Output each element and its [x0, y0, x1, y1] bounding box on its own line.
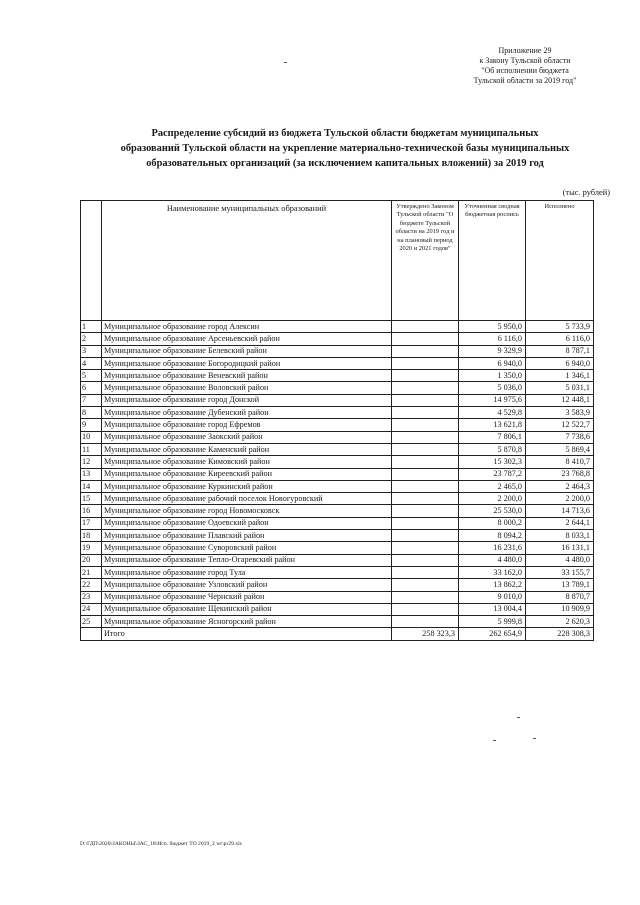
table-row [81, 530, 594, 542]
row-name: Муниципальное образование Чернский район [102, 591, 392, 603]
row-index: 2 [81, 333, 102, 345]
row-executed: 8 870,7 [526, 591, 594, 603]
row-executed: 13 789,1 [526, 579, 594, 591]
row-approved [392, 579, 459, 591]
row-name: Муниципальное образование Богородицкий район [102, 357, 392, 369]
row-index: 25 [81, 616, 102, 628]
row-approved [392, 542, 459, 554]
row-executed: 2 620,3 [526, 616, 594, 628]
row-approved [392, 407, 459, 419]
header-refined: Уточненная сводная бюджетная роспись [459, 201, 526, 321]
row-name: Муниципальное образование Каменский район [102, 443, 392, 455]
row-executed: 4 480,0 [526, 554, 594, 566]
row-approved [392, 357, 459, 369]
header-index [81, 201, 102, 321]
row-index: 24 [81, 603, 102, 615]
table-row [81, 394, 594, 406]
row-approved [392, 456, 459, 468]
total-executed: 228 308,3 [526, 628, 594, 640]
row-executed: 14 713,6 [526, 505, 594, 517]
row-executed: 16 131,1 [526, 542, 594, 554]
table-row [81, 333, 594, 345]
row-approved [392, 480, 459, 492]
row-index: 10 [81, 431, 102, 443]
row-index: 9 [81, 419, 102, 431]
table-row [81, 505, 594, 517]
row-refined: 5 036,0 [459, 382, 526, 394]
table-row [81, 357, 594, 369]
row-approved [392, 321, 459, 333]
row-index: 22 [81, 579, 102, 591]
row-refined: 25 530,0 [459, 505, 526, 517]
row-executed: 8 033,1 [526, 530, 594, 542]
row-executed: 5 031,1 [526, 382, 594, 394]
row-name: Муниципальное образование город Алексин [102, 321, 392, 333]
row-index: 5 [81, 370, 102, 382]
row-index: 11 [81, 443, 102, 455]
row-approved [392, 616, 459, 628]
row-index: 18 [81, 530, 102, 542]
row-executed: 12 522,7 [526, 419, 594, 431]
table-row [81, 456, 594, 468]
row-executed: 33 155,7 [526, 566, 594, 578]
row-approved [392, 468, 459, 480]
row-name: Муниципальное образование Киреевский район [102, 468, 392, 480]
scan-mark [493, 740, 496, 741]
row-approved [392, 431, 459, 443]
row-approved [392, 394, 459, 406]
row-executed: 1 346,1 [526, 370, 594, 382]
table-row [81, 468, 594, 480]
row-refined: 15 302,3 [459, 456, 526, 468]
row-approved [392, 554, 459, 566]
row-refined: 9 010,0 [459, 591, 526, 603]
row-name: Муниципальное образование город Ефремов [102, 419, 392, 431]
row-index: 1 [81, 321, 102, 333]
table-row [81, 616, 594, 628]
row-name: Муниципальное образование Белевский район [102, 345, 392, 357]
row-name: Муниципальное образование Щекинский район [102, 603, 392, 615]
row-executed: 5 733,9 [526, 321, 594, 333]
row-index: 3 [81, 345, 102, 357]
appendix-line: Тульской области за 2019 год" [473, 76, 577, 85]
row-name: Муниципальное образование Куркинский район [102, 480, 392, 492]
table-row [81, 566, 594, 578]
row-approved [392, 443, 459, 455]
row-executed: 8 787,1 [526, 345, 594, 357]
table-row [81, 542, 594, 554]
row-approved [392, 530, 459, 542]
table-row [81, 419, 594, 431]
row-executed: 23 768,8 [526, 468, 594, 480]
row-index: 13 [81, 468, 102, 480]
header-name: Наименование муниципальных образований [102, 201, 392, 321]
row-name: Муниципальное образование Кимовский район [102, 456, 392, 468]
row-name: Муниципальное образование Узловский район [102, 579, 392, 591]
row-name: Муниципальное образование город Донской [102, 394, 392, 406]
row-executed: 5 869,4 [526, 443, 594, 455]
total-approved: 258 323,3 [392, 628, 459, 640]
appendix-line: "Об исполнении бюджета [481, 66, 569, 75]
row-refined: 16 231,6 [459, 542, 526, 554]
subsidy-table [80, 200, 594, 641]
header-executed: Исполнено [526, 201, 594, 321]
row-name: Муниципальное образование Заокский район [102, 431, 392, 443]
row-refined: 8 094,2 [459, 530, 526, 542]
table-row [81, 579, 594, 591]
total-row [81, 628, 594, 640]
appendix-line: к Закону Тульской области [479, 56, 571, 65]
row-refined: 4 480,0 [459, 554, 526, 566]
row-executed: 2 200,0 [526, 493, 594, 505]
row-refined: 2 200,0 [459, 493, 526, 505]
row-name: Муниципальное образование Суворовский район [102, 542, 392, 554]
row-refined: 33 162,0 [459, 566, 526, 578]
row-index: 23 [81, 591, 102, 603]
row-refined: 1 350,0 [459, 370, 526, 382]
header-approved: Утверждено Законом Тульской области "О бюджете Тульской области на 2019 год и на плановый период 2020 и 2021 годов" [392, 201, 459, 321]
row-refined: 5 870,8 [459, 443, 526, 455]
row-name: Муниципальное образование Тепло-Огаревский район [102, 554, 392, 566]
row-name: Муниципальное образование рабочий поселок Новогуровский [102, 493, 392, 505]
row-approved [392, 333, 459, 345]
row-refined: 9 329,9 [459, 345, 526, 357]
row-approved [392, 603, 459, 615]
row-approved [392, 505, 459, 517]
row-refined: 5 950,0 [459, 321, 526, 333]
row-name: Муниципальное образование Плавский район [102, 530, 392, 542]
row-executed: 7 738,6 [526, 431, 594, 443]
row-executed: 12 448,1 [526, 394, 594, 406]
file-path-footer: D:\ГДП\2020\ЗАКОНЫ\ЗАС_18\Исп. бюджет ТО 2019_2 wr\pr29.xls [80, 841, 242, 847]
row-executed: 6 940,0 [526, 357, 594, 369]
title-line: Распределение субсидий из бюджета Тульской области бюджетам муниципальных [151, 128, 539, 139]
row-refined: 13 862,2 [459, 579, 526, 591]
row-index: 4 [81, 357, 102, 369]
table-row [81, 517, 594, 529]
table-row [81, 321, 594, 333]
row-name: Муниципальное образование Арсеньевский район [102, 333, 392, 345]
row-index: 14 [81, 480, 102, 492]
table-header-row [81, 201, 594, 321]
table-row [81, 493, 594, 505]
appendix-note [440, 46, 610, 86]
row-index: 12 [81, 456, 102, 468]
row-executed: 2 644,1 [526, 517, 594, 529]
row-name: Муниципальное образование город Тула [102, 566, 392, 578]
table-row [81, 370, 594, 382]
row-index: 21 [81, 566, 102, 578]
row-refined: 23 787,2 [459, 468, 526, 480]
table-row [81, 407, 594, 419]
row-refined: 8 000,2 [459, 517, 526, 529]
row-index: 15 [81, 493, 102, 505]
row-approved [392, 517, 459, 529]
total-index [81, 628, 102, 640]
row-index: 16 [81, 505, 102, 517]
row-approved [392, 493, 459, 505]
row-refined: 6 116,0 [459, 333, 526, 345]
row-index: 6 [81, 382, 102, 394]
appendix-line: Приложение 29 [498, 46, 552, 55]
row-index: 19 [81, 542, 102, 554]
row-index: 20 [81, 554, 102, 566]
row-refined: 13 004,4 [459, 603, 526, 615]
row-approved [392, 419, 459, 431]
row-name: Муниципальное образование Ясногорский район [102, 616, 392, 628]
row-refined: 4 529,8 [459, 407, 526, 419]
row-approved [392, 382, 459, 394]
table-row [81, 480, 594, 492]
row-index: 8 [81, 407, 102, 419]
scan-mark [517, 717, 520, 718]
row-executed: 10 909,9 [526, 603, 594, 615]
total-label: Итого [102, 628, 392, 640]
row-name: Муниципальное образование Одоевский район [102, 517, 392, 529]
scan-mark [533, 738, 536, 739]
row-refined: 13 621,8 [459, 419, 526, 431]
title-line: образований Тульской области на укрепление материально-технической базы муниципальных [120, 143, 570, 154]
row-executed: 6 116,0 [526, 333, 594, 345]
row-approved [392, 566, 459, 578]
row-name: Муниципальное образование Дубенский район [102, 407, 392, 419]
table-row [81, 591, 594, 603]
row-name: Муниципальное образование город Новомосковск [102, 505, 392, 517]
table-row [81, 603, 594, 615]
row-refined: 2 465,0 [459, 480, 526, 492]
document-title [80, 126, 610, 171]
row-executed: 3 583,9 [526, 407, 594, 419]
row-refined: 14 975,6 [459, 394, 526, 406]
row-refined: 7 806,1 [459, 431, 526, 443]
row-approved [392, 345, 459, 357]
row-name: Муниципальное образование Воловский район [102, 382, 392, 394]
table-row [81, 382, 594, 394]
table-row [81, 431, 594, 443]
row-index: 17 [81, 517, 102, 529]
row-refined: 6 940,0 [459, 357, 526, 369]
total-refined: 262 654,9 [459, 628, 526, 640]
row-name: Муниципальное образование Веневский район [102, 370, 392, 382]
row-executed: 8 410,7 [526, 456, 594, 468]
title-line: образовательных организаций (за исключением капитальных вложений) за 2019 год [146, 158, 544, 169]
scan-mark [284, 62, 287, 63]
table-row [81, 554, 594, 566]
row-approved [392, 370, 459, 382]
unit-label: (тыс. рублей) [562, 188, 610, 197]
row-refined: 5 999,8 [459, 616, 526, 628]
table-row [81, 345, 594, 357]
row-executed: 2 464,3 [526, 480, 594, 492]
row-index: 7 [81, 394, 102, 406]
row-approved [392, 591, 459, 603]
table-row [81, 443, 594, 455]
